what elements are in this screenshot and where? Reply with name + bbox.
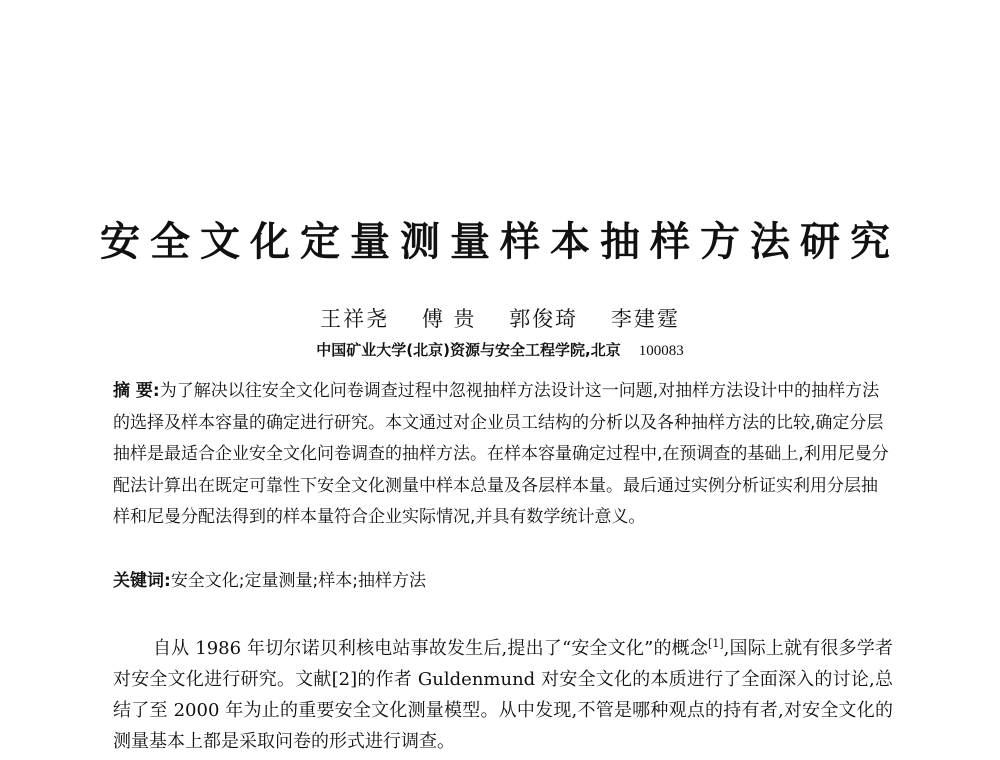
keywords-text: 安全文化;定量测量;样本;抽样方法 <box>170 571 426 591</box>
author-name: 傅 贵 <box>421 307 477 331</box>
abstract-text: 为了解决以往安全文化问卷调查过程中忽视抽样方法设计这一问题,对抽样方法设计中的抽样方法的选择及样本容量的确定进行研究。本文通过对企业员工结构的分析以及各种抽样方法的比较,确定分层抽样是最适合企业安全文化问卷调查的抽样方法。在样本容量确定过程中,在预调查的基础上,利用尼曼分配法计算出在既定可靠性下安全文化测量中样本总量及各层样本量。最后通过实例分析证实利用分层抽样和尼曼分配法得到的样本量符合企业实际情况,并具有数学统计意义。 <box>113 381 889 527</box>
abstract-label: 摘 要: <box>113 381 160 401</box>
body-paragraph <box>113 628 893 757</box>
postcode: 100083 <box>638 343 684 359</box>
keywords-label: 关键词: <box>113 571 171 591</box>
paper-title: 安全文化定量测量样本抽样方法研究 <box>100 219 900 265</box>
body-text-part2: ,国际上就有很多学者对安全文化进行研究。文献[2]的作者 Guldenmund 对安全文化的本质进行了全面深入的讨论,总结了至 2000 年为止的重要安全文化测量模型。从中发现,不管是哪种观点的持有者,对安全文化的测量基本上都是采取问卷的形式进行调查。 <box>113 638 893 752</box>
citation: [1] <box>708 637 724 650</box>
abstract <box>113 376 893 534</box>
affiliation-text: 中国矿业大学(北京)资源与安全工程学院,北京 <box>316 341 621 359</box>
author-name: 李建霆 <box>610 307 680 331</box>
author-name: 王祥尧 <box>320 307 390 331</box>
author-name: 郭俊琦 <box>509 307 579 331</box>
affiliation <box>0 339 1000 360</box>
keywords <box>113 566 893 598</box>
author-list <box>0 303 1000 333</box>
body-text-part1: 自从 1986 年切尔诺贝利核电站事故发生后,提出了“安全文化”的概念 <box>153 638 709 659</box>
